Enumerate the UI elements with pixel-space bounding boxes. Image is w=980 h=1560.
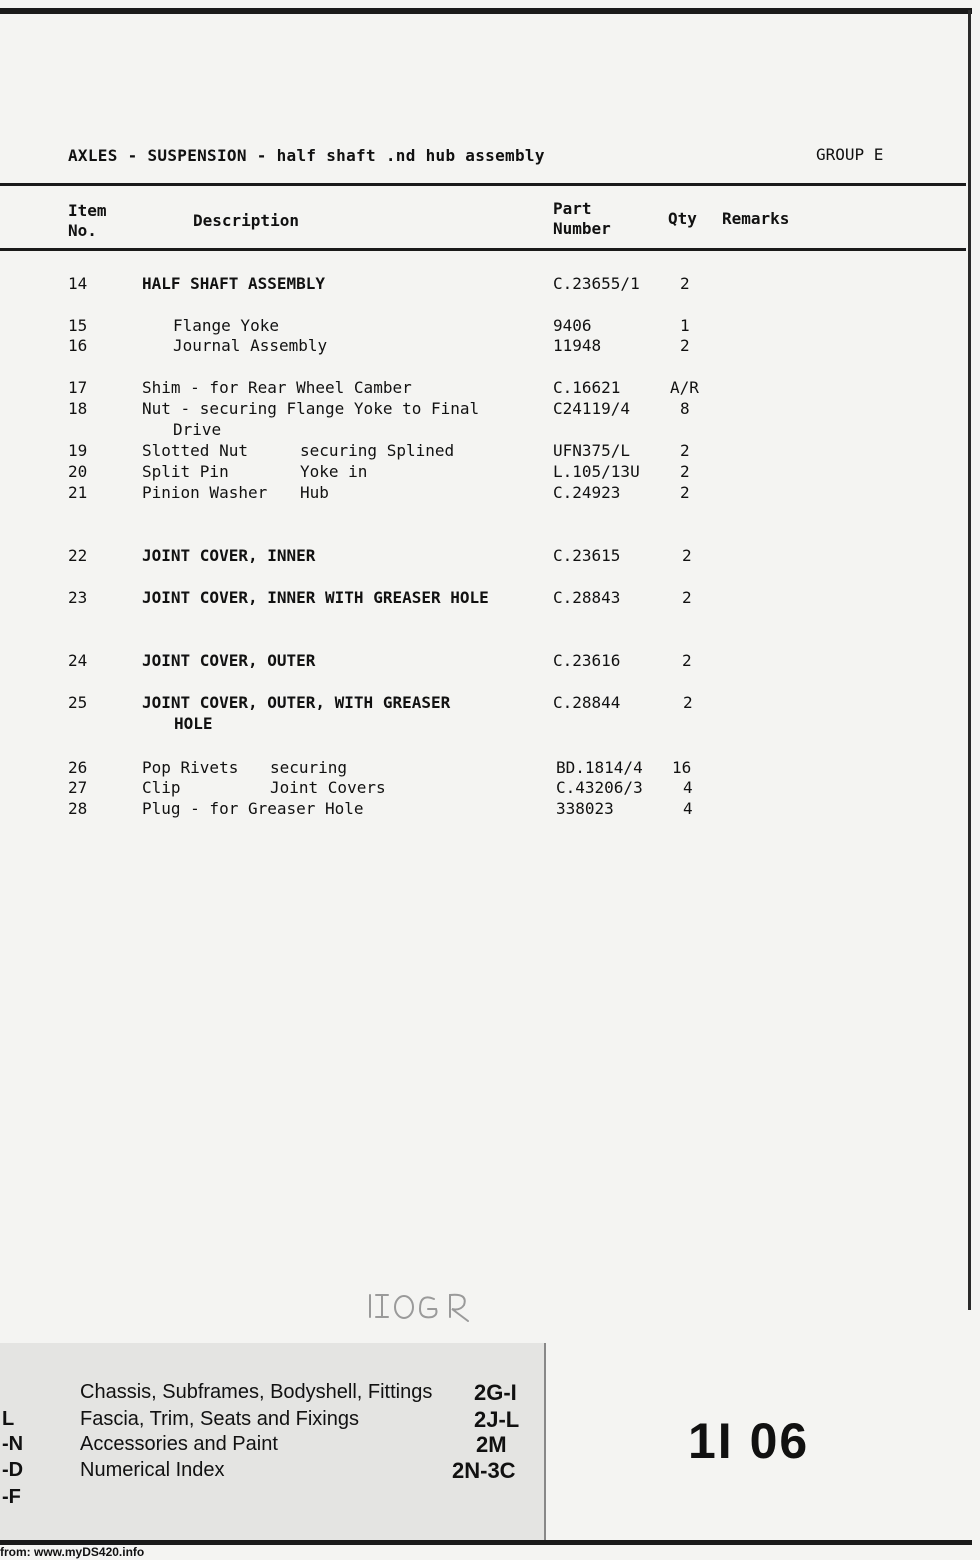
bottom-border [0, 1540, 972, 1545]
index-code: 2N-3C [452, 1458, 516, 1483]
row-part-number: C.43206/3 [556, 778, 643, 797]
row-qty: 2 [680, 336, 690, 355]
handwritten-note [362, 1285, 512, 1325]
header-rule-top [0, 183, 966, 186]
row-part-number: C.28843 [553, 588, 621, 607]
row-description: Pinion Washer [142, 483, 268, 502]
row-part-number: UFN375/L [553, 441, 631, 460]
row-item-no: 26 [68, 758, 88, 777]
row-item-no: 19 [68, 441, 88, 460]
index-code: 2G-I [474, 1380, 517, 1405]
footer-divider [544, 1343, 546, 1543]
row-item-no: 20 [68, 462, 88, 481]
row-qty: 2 [680, 441, 690, 460]
row-description-cont: Drive [173, 420, 222, 439]
row-item-no: 28 [68, 799, 88, 818]
row-description: Split Pin [142, 462, 229, 481]
row-part-number: 11948 [553, 336, 602, 355]
edge-tab-label: L [2, 1408, 15, 1430]
row-part-number: 338023 [556, 799, 614, 818]
row-part-number: BD.1814/4 [556, 758, 643, 777]
index-label: Chassis, Subframes, Bodyshell, Fittings [80, 1381, 433, 1403]
row-description-shared: securing [270, 758, 348, 777]
index-code: 2M [476, 1432, 507, 1457]
index-code: 2J-L [474, 1407, 520, 1432]
row-qty: 16 [672, 758, 692, 777]
right-border [968, 10, 971, 1310]
col-item-line1: Item [68, 201, 107, 220]
top-border [0, 8, 972, 14]
index-label: Accessories and Paint [80, 1433, 278, 1455]
col-remarks-header: Remarks [722, 209, 790, 228]
row-description-shared: Joint Covers [270, 778, 386, 797]
row-item-no: 27 [68, 778, 88, 797]
row-part-number: C.28844 [553, 693, 621, 712]
edge-tab-label: -D [2, 1459, 24, 1481]
col-part-line2: Number [553, 219, 611, 238]
edge-tab-label: -F [2, 1486, 21, 1508]
header-rule-bottom [0, 248, 966, 251]
col-item-header [68, 201, 107, 241]
row-description: JOINT COVER, OUTER, WITH GREASER [142, 693, 451, 712]
row-description: Flange Yoke [173, 316, 279, 335]
row-description: JOINT COVER, OUTER [142, 651, 316, 670]
row-part-number: C24119/4 [553, 399, 631, 418]
row-description: Shim - for Rear Wheel Camber [142, 378, 412, 397]
row-item-no: 15 [68, 316, 88, 335]
col-description-header: Description [193, 211, 299, 230]
row-description: JOINT COVER, INNER [142, 546, 316, 565]
row-qty: 8 [680, 399, 690, 418]
row-description-shared: Yoke in [300, 462, 368, 481]
row-qty: 2 [680, 274, 690, 293]
col-qty-header: Qty [668, 209, 697, 228]
source-credit: from: www.myDS420.info [0, 1545, 145, 1559]
row-item-no: 24 [68, 651, 88, 670]
index-label: Fascia, Trim, Seats and Fixings [80, 1408, 359, 1430]
row-description: Slotted Nut [142, 441, 248, 460]
row-description: Plug - for Greaser Hole [142, 799, 364, 818]
col-part-header [553, 199, 611, 239]
row-description-cont: HOLE [174, 714, 213, 733]
row-description: Clip [142, 778, 181, 797]
row-part-number: C.23655/1 [553, 274, 640, 293]
row-part-number: C.23616 [553, 651, 621, 670]
row-item-no: 14 [68, 274, 88, 293]
row-item-no: 22 [68, 546, 88, 565]
row-part-number: L.105/13U [553, 462, 640, 481]
group-label: GROUP E [816, 145, 884, 164]
row-qty: 2 [680, 462, 690, 481]
row-qty: 2 [680, 483, 690, 502]
index-label: Numerical Index [80, 1459, 225, 1481]
row-description: Pop Rivets [142, 758, 239, 777]
row-qty: 4 [683, 778, 693, 797]
page-number: 1I 06 [688, 1413, 810, 1469]
row-description: HALF SHAFT ASSEMBLY [142, 274, 326, 293]
edge-tab-label: -N [2, 1433, 24, 1455]
row-part-number: C.16621 [553, 378, 621, 397]
row-description-shared: securing Splined [300, 441, 455, 460]
row-item-no: 25 [68, 693, 88, 712]
row-item-no: 18 [68, 399, 88, 418]
row-qty: 2 [683, 693, 693, 712]
row-qty: A/R [670, 378, 699, 397]
page-title: AXLES - SUSPENSION - half shaft .nd hub assembly [68, 146, 545, 165]
row-qty: 2 [682, 546, 692, 565]
row-item-no: 23 [68, 588, 88, 607]
row-part-number: C.23615 [553, 546, 621, 565]
row-description: Journal Assembly [173, 336, 328, 355]
row-item-no: 17 [68, 378, 88, 397]
row-qty: 2 [682, 588, 692, 607]
row-part-number: 9406 [553, 316, 592, 335]
col-item-line2: No. [68, 221, 97, 240]
row-item-no: 16 [68, 336, 88, 355]
row-qty: 1 [680, 316, 690, 335]
row-item-no: 21 [68, 483, 88, 502]
row-description: JOINT COVER, INNER WITH GREASER HOLE [142, 588, 489, 607]
row-qty: 2 [682, 651, 692, 670]
col-part-line1: Part [553, 199, 592, 218]
row-description: Nut - securing Flange Yoke to Final [142, 399, 480, 418]
row-description-shared: Hub [300, 483, 329, 502]
row-part-number: C.24923 [553, 483, 621, 502]
row-qty: 4 [683, 799, 693, 818]
